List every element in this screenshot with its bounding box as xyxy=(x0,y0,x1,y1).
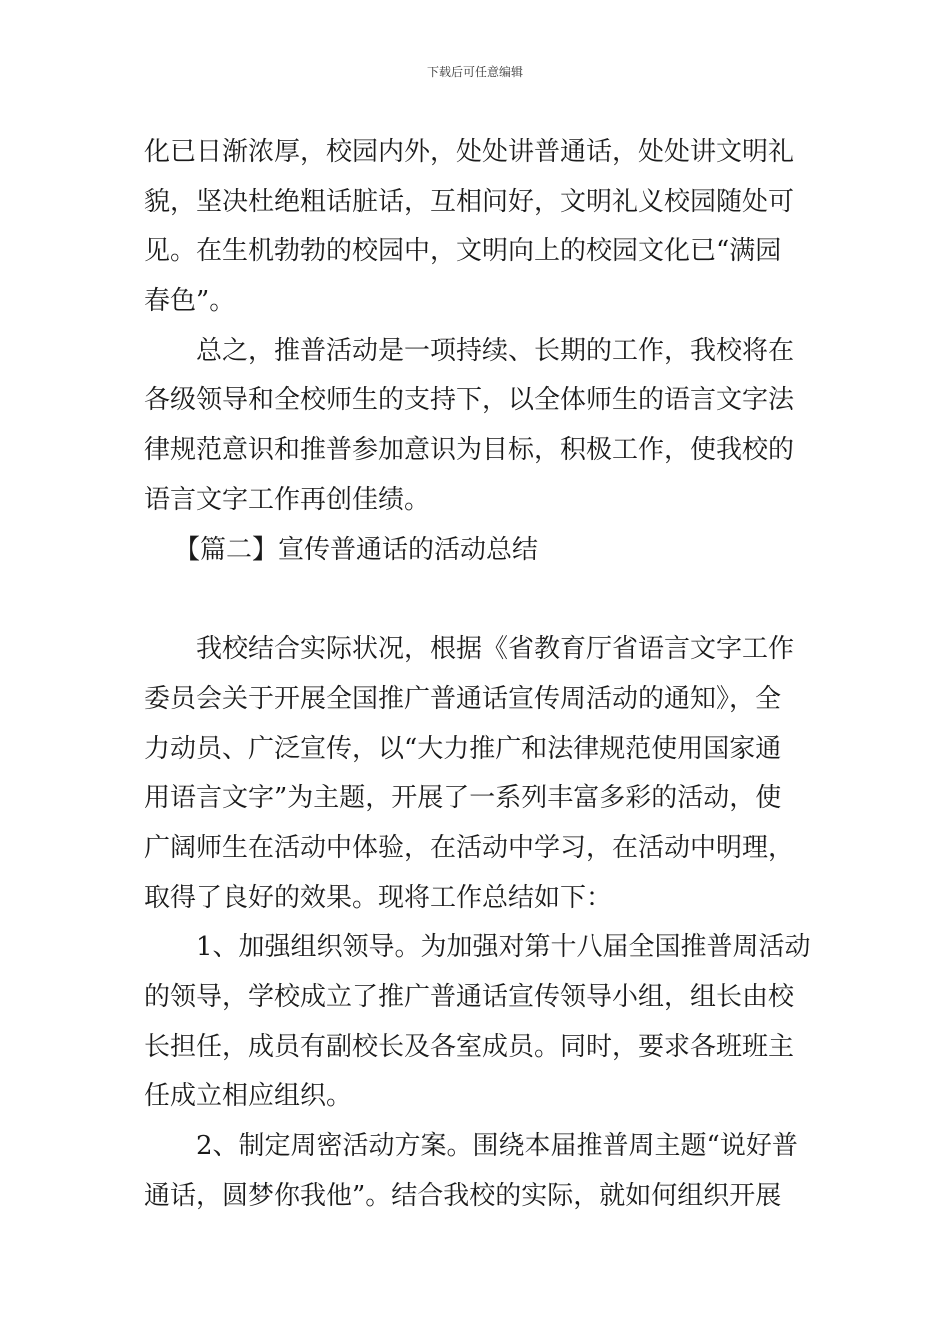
body-line: 见。在生机勃勃的校园中，文明向上的校园文化已“满园 xyxy=(144,236,782,267)
body-line: 用语言文字”为主题，开展了一系列丰富多彩的活动，使 xyxy=(144,783,782,814)
page-header: 下载后可任意编辑 xyxy=(426,65,523,79)
body-line: 各级领导和全校师生的支持下，以全体师生的语言文字法 xyxy=(144,385,795,416)
body-line: 通话，圆梦你我他”。结合我校的实际，就如何组织开展 xyxy=(144,1180,782,1211)
paragraph-start: 我校结合实际状况，根据《省教育厅省语言文字工作 xyxy=(196,634,795,665)
body-line: 长担任，成员有副校长及各室成员。同时，要求各班班主 xyxy=(144,1031,795,1062)
body-line: 律规范意识和推普参加意识为目标，积极工作，使我校的 xyxy=(144,435,795,466)
document-body xyxy=(144,128,809,1221)
body-line: 任成立相应组织。 xyxy=(144,1081,353,1112)
body-line: 春色”。 xyxy=(144,286,236,317)
blank-line xyxy=(144,575,809,625)
body-line: 力动员、广泛宣传，以“大力推广和法律规范使用国家通 xyxy=(144,733,782,764)
body-line: 取得了良好的效果。现将工作总结如下： xyxy=(144,882,613,913)
paragraph-start: 总之，推普活动是一项持续、长期的工作，我校将在 xyxy=(196,335,795,366)
body-line: 化已日渐浓厚，校园内外，处处讲普通话，处处讲文明礼 xyxy=(144,137,795,167)
body-line: 的领导，学校成立了推广普通话宣传领导小组，组长由校 xyxy=(144,982,795,1012)
body-line: 语言文字工作再创佳绩。 xyxy=(144,484,431,515)
body-line: 貌，坚决杜绝粗话脏话，互相问好，文明礼义校园随处可 xyxy=(144,186,795,217)
body-line: 广阔师生在活动中体验，在活动中学习，在活动中明理， xyxy=(144,832,795,863)
body-line: 委员会关于开展全国推广普通话宣传周活动的通知》，全 xyxy=(144,683,782,714)
paragraph-start: 1、加强组织领导。为加强对第十八届全国推普周活动 xyxy=(196,932,811,963)
section-heading: 【篇二】宣传普通话的活动总结 xyxy=(174,534,539,565)
paragraph-start: 2、制定周密活动方案。围绕本届推普周主题“说好普 xyxy=(196,1131,798,1162)
